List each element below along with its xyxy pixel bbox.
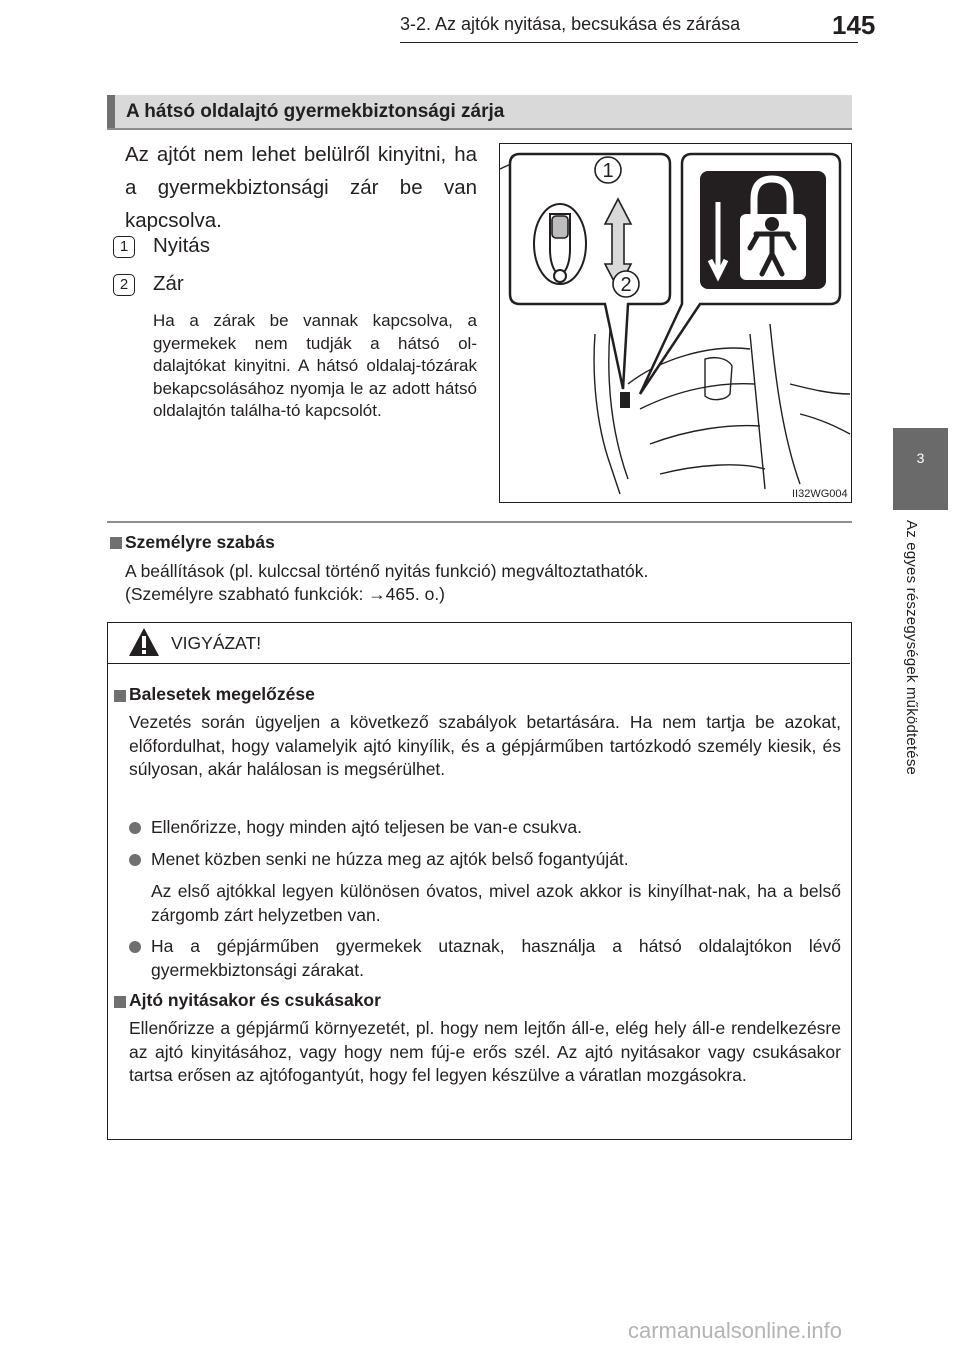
caution-bullet-3: Ha a gépjárműben gyermekek utaznak, használja a hátsó oldalajtókon lévő gyermekbiztonsági zárakat. bbox=[151, 936, 841, 980]
personalization-reference: (Személyre szabható funkciók: →465. o.) bbox=[125, 584, 446, 604]
door-operation-text: Ellenőrizze a gépjármű környezetét, pl. hogy nem lejtőn áll-e, elég hely áll-e rendelkezésre az ajtó kinyitásához, vagy hogy nem fúj-e erős szél. Az ajtó nyitásakor vagy csukásakor tartsa erősen az ajtófogantyút, hogy fel legyen készülve a váratlan mozgásokra. bbox=[129, 1018, 841, 1085]
warning-triangle-icon bbox=[128, 627, 160, 657]
caution-header-rule bbox=[108, 663, 850, 664]
section-heading-accent bbox=[107, 95, 115, 128]
square-bullet-icon bbox=[114, 996, 126, 1008]
caution-bullet-1: Ellenőrizze, hogy minden ajtó teljesen be van-e csukva. bbox=[151, 817, 582, 837]
child-lock-drawing bbox=[500, 144, 851, 502]
chapter-tab-number: 3 bbox=[916, 450, 925, 466]
header-section-title: 3-2. Az ajtók nyitása, becsukása és zárása bbox=[400, 14, 741, 34]
item-label-lock: Zár bbox=[153, 272, 184, 295]
item-number-1: 1 bbox=[113, 236, 135, 258]
item-number-2: 2 bbox=[113, 274, 135, 296]
section-divider bbox=[107, 521, 852, 523]
watermark: carmanualsonline.info bbox=[628, 1318, 843, 1343]
square-bullet-icon bbox=[114, 690, 126, 702]
accident-prevention-text: Vezetés során ügyeljen a következő szabályok betartására. Ha nem tartja be azokat, előfordulhat, hogy valamelyik ajtó kinyílik, és a gépjárműben tartózkodó személy kiesik, és súlyosan, akár halálosan is megsérülhet. bbox=[129, 712, 841, 779]
circle-bullet-icon bbox=[129, 822, 141, 834]
caution-bullet-2: Menet közben senki ne húzza meg az ajtók belső fogantyúját. bbox=[151, 849, 629, 869]
chapter-tab-title: Az egyes részegységek működtetése bbox=[903, 520, 920, 776]
caution-box bbox=[107, 622, 852, 1140]
intro-paragraph: Az ajtót nem lehet belülről kinyitni, ha a gyermekbiztonsági zár be van kapcsolva. bbox=[125, 143, 477, 232]
caution-bullet-2-detail: Az első ajtókkal legyen különösen óvatos, mivel azok akkor is kinyílhat-nak, ha a belső zárgomb zárt helyzetben van. bbox=[151, 881, 841, 925]
personalization-heading: Személyre szabás bbox=[125, 532, 275, 552]
note-paragraph: Ha a zárak be vannak kapcsolva, a gyermekek nem tudják a hátsó ol-dalajtókat kinyitni. A hátsó oldalaj-tózárak bekapcsolásához nyomja le az adott hátsó oldalajtón találha-tó kapcsolót. bbox=[153, 311, 477, 420]
section-heading-text: A hátsó oldalajtó gyermekbiztonsági zárja bbox=[126, 101, 505, 122]
section-heading-bar bbox=[107, 95, 852, 130]
figure-callout-1: 1 bbox=[602, 160, 614, 182]
child-lock-illustration bbox=[499, 143, 852, 503]
personalization-text: A beállítások (pl. kulccsal történő nyitás funkció) megváltoztathatók. bbox=[125, 561, 649, 581]
chapter-tab bbox=[893, 428, 948, 510]
circle-bullet-icon bbox=[129, 941, 141, 953]
page-number: 145 bbox=[832, 10, 876, 40]
circle-bullet-icon bbox=[129, 854, 141, 866]
figure-code: II32WG004 bbox=[792, 488, 848, 500]
item-label-open: Nyitás bbox=[153, 234, 210, 257]
header-rule bbox=[400, 42, 858, 43]
square-bullet-icon bbox=[110, 537, 122, 549]
figure-callout-2: 2 bbox=[620, 274, 632, 296]
accident-prevention-heading: Balesetek megelőzése bbox=[129, 684, 315, 704]
door-operation-heading: Ajtó nyitásakor és csukásakor bbox=[129, 990, 381, 1010]
caution-title: VIGYÁZAT! bbox=[171, 633, 262, 653]
